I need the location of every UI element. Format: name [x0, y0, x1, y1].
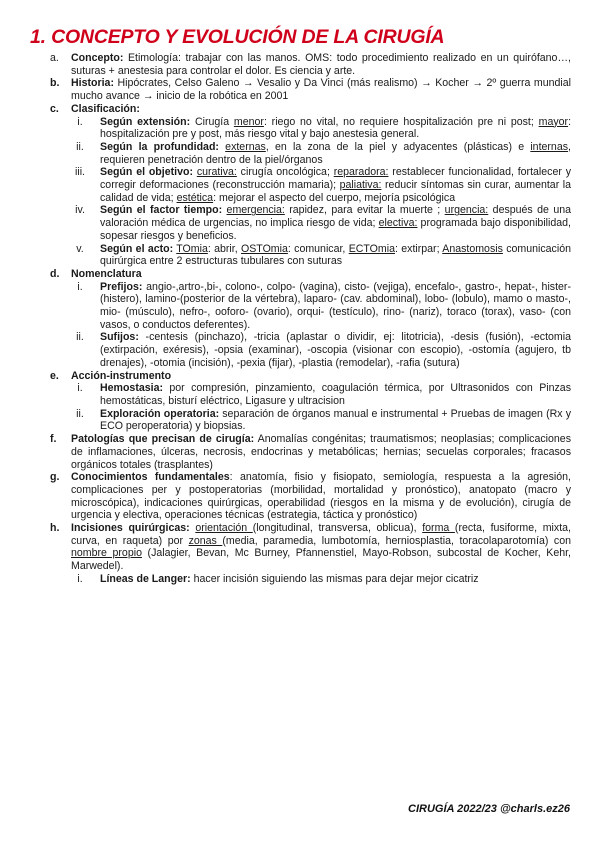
- item-patologias: [30, 433, 571, 471]
- item-marker: h.: [50, 522, 60, 535]
- item-text: (longitudinal, transversa, oblicua),: [252, 522, 423, 535]
- subitem-text: restablecer funcionalidad, fortalecer y corregir deformaciones (reconstrucción mamaria);: [100, 166, 571, 192]
- item-concepto: [30, 52, 571, 77]
- subitem-marker: ii.: [76, 331, 84, 344]
- underlined-term: mayor: [538, 115, 569, 128]
- item-text: Etimología: trabajar con las manos. OMS: todo procedimiento realizado en un quirófano…, suturas + anestesia para controlar el dolor. Es ciencia y arte.: [71, 52, 571, 77]
- underlined-term: paliativa:: [339, 179, 382, 192]
- subitem-extension: [30, 116, 571, 141]
- subitem-text: cirugía oncológica;: [236, 166, 334, 179]
- underlined-term: internas: [530, 140, 569, 153]
- subitem-marker: v.: [76, 242, 84, 255]
- item-label: Clasificación:: [71, 102, 140, 115]
- subitem-text: , en la zona de la piel y adyacentes (plásticas) e: [265, 140, 531, 153]
- subitem-prefijos: [30, 281, 571, 332]
- subitem-marker: iv.: [75, 204, 85, 217]
- subitem-label: Hemostasia:: [100, 382, 163, 395]
- item-marker: a.: [50, 52, 59, 64]
- subitem-marker: ii.: [76, 407, 84, 420]
- item-label: Nomenclatura: [71, 267, 142, 280]
- item-text: (Jalagier, Bevan, Mc Burney, Pfannenstiel, Mayo-Robson, subcostal de Kocher, Kehr, Marwedel).: [71, 547, 571, 573]
- subitem-text: separación de órganos manual e instrumental + Pruebas de imagen (Rx y ECO peroperatoria) y biopsias.: [100, 407, 571, 433]
- subitem-text: : riego no vital, no requiere hospitalización pre ni post;: [263, 115, 539, 128]
- underlined-term: orientación: [195, 522, 253, 535]
- subitem-text: : mejorar el aspecto del cuerpo, mejoría psicológica: [213, 191, 456, 204]
- subitem-text: reducir síntomas sin curar, aumentar la calidad de vida;: [100, 179, 571, 204]
- subitem-label: Exploración operatoria:: [100, 407, 220, 420]
- subitem-label: Según extensión:: [100, 115, 191, 128]
- subitem-text: rapidez, para evitar la muerte ;: [284, 204, 445, 217]
- item-historia: [30, 77, 571, 102]
- underlined-term: electiva:: [378, 217, 418, 230]
- item-marker: f.: [50, 433, 57, 446]
- subitem-text: después de una valoración médica de urgencias, no implica riesgo de vida;: [100, 204, 572, 230]
- underlined-term: estética: [176, 191, 214, 204]
- item-label: Historia:: [71, 77, 114, 90]
- item-nomenclatura: [30, 268, 571, 281]
- subitem-text: hacer incisión siguiendo las mismas para dejar mejor cicatriz: [190, 572, 479, 585]
- subitem-text: -centesis (pinchazo), -tricia (aplastar o dividir, ej: litotricia), -desis (fusión), -ectomia (extirpación, exéresis), -opsia (examinar), -oscopia (visionar con escopio), -ostomía (agujero, tb drenajes), -otomia (incisión), -pexia (fijar), -plastia (remodelar), -rafia (sutura): [100, 331, 571, 369]
- subitem-text: programada bajo disponibilidad, sopesar riesgos y beneficios.: [100, 217, 572, 242]
- subitem-langer: [30, 573, 571, 586]
- item-text: (recta, fusiforme, mixta, curva, en raqueta) por: [71, 522, 571, 547]
- underlined-term: ECTOmia: [348, 242, 395, 255]
- subitem-profundidad: [30, 141, 571, 166]
- subitem-hemostasia: [30, 382, 571, 407]
- subitem-label: Prefijos:: [100, 280, 143, 293]
- underlined-term: emergencia:: [226, 204, 285, 217]
- subitem-text: : extirpar;: [395, 242, 443, 255]
- underlined-term: menor: [233, 115, 264, 128]
- item-text: : anatomía, fisio y fisiopato, semiología, respuesta a la agresión, complicaciones per y postoperatorias (morbilidad, mortalidad y pronóstico), anatopato (macro y microscópica), indicaciones quirúrgicas, operabilidad (riesgos en la misma y de evolución), cirugía de urgencia y electiva, operaciones técnicas (estrategia, táctica y pronóstico): [71, 471, 571, 522]
- item-text: Hipócrates, Celso Galeno → Vesalio y Da Vinci (más realismo) → Kocher → 2º guerra mundial mucho avance → inicio de la robótica en 2001: [71, 77, 571, 103]
- subitem-text: , requieren penetración dentro de la piel/órganos: [100, 140, 571, 166]
- subitem-text: : abrir,: [207, 242, 241, 255]
- item-label: Acción-instrumento: [71, 369, 172, 382]
- subitem-text: comunicación quirúrgica entre 2 estructuras tubulares con suturas: [100, 242, 571, 268]
- item-label: Patologías que precisan de cirugía:: [71, 433, 255, 446]
- item-marker: b.: [50, 77, 60, 90]
- item-text: (media, paramedia, lumbotomía, herniosplastia, toracolaparotomía) con: [222, 534, 571, 547]
- subitem-marker: i.: [77, 572, 83, 585]
- subitem-label: Según el factor tiempo:: [100, 204, 223, 217]
- subitem-label: Según la profundidad:: [100, 140, 219, 153]
- subitem-exploracion: [30, 408, 571, 433]
- underlined-term: forma: [422, 522, 455, 535]
- document-body: [30, 52, 571, 586]
- subitem-text: por compresión, pinzamiento, coagulación térmica, por Ultrasonidos con Pinzas hemostáticas, bisturí eléctrico, Ligasure y ultracision: [100, 382, 571, 407]
- item-marker: g.: [50, 471, 60, 484]
- subitem-marker: i.: [77, 382, 83, 395]
- subitem-label: Sufijos:: [100, 331, 139, 344]
- subitem-marker: i.: [77, 115, 83, 128]
- subitem-label: Según el objetivo:: [100, 166, 193, 179]
- underlined-term: zonas: [188, 534, 223, 547]
- item-marker: d.: [50, 267, 60, 280]
- item-label: Incisiones quirúrgicas:: [71, 522, 190, 535]
- underlined-term: reparadora:: [333, 166, 389, 179]
- underlined-term: Anastomosis: [442, 242, 503, 255]
- item-label: Conocimientos fundamentales: [71, 471, 230, 484]
- subitem-marker: ii.: [76, 140, 84, 153]
- item-conocimientos: [30, 471, 571, 522]
- subitem-text: Cirugía: [190, 115, 234, 128]
- subitem-acto: [30, 243, 571, 268]
- underlined-term: nombre propio: [71, 547, 142, 560]
- underlined-term: OSTOmia: [240, 242, 288, 255]
- subitem-objetivo: [30, 166, 571, 204]
- page-title: 1. CONCEPTO Y EVOLUCIÓN DE LA CIRUGÍA: [30, 26, 445, 48]
- subitem-label: Según el acto:: [100, 242, 174, 255]
- item-accion-instrumento: [30, 370, 571, 383]
- subitem-text: angio-,artro-,bi-, colono-, colpo- (vagina), cisto- (vejiga), encefalo-, gastro-, hepat-, hister-(histero), lamino-(posterior de la vértebra), laparo- (cav. abdominal), lobo- (lobulo), mamo o masto-, mio- (músculo), nefro-, ooforo- (ovario), orqui- (testículo), rino- (nariz), toraco (torax), vaso- (con vasos, o conductos deferentes).: [100, 280, 571, 331]
- subitem-marker: iii.: [74, 166, 85, 179]
- subitem-sufijos: [30, 331, 571, 369]
- subitem-text: : comunicar,: [287, 242, 349, 255]
- underlined-term: curativa:: [196, 166, 237, 179]
- item-clasificacion: [30, 103, 571, 116]
- page-footer: CIRUGÍA 2022/23 @charls.ez26: [408, 803, 570, 815]
- underlined-term: TOmia: [176, 242, 208, 255]
- item-incisiones: [30, 522, 571, 573]
- item-marker: e.: [50, 369, 59, 382]
- subitem-marker: i.: [77, 280, 83, 293]
- underlined-term: urgencia:: [444, 204, 489, 217]
- subitem-label: Líneas de Langer:: [100, 572, 191, 585]
- subitem-tiempo: [30, 204, 571, 242]
- item-label: Concepto:: [71, 52, 124, 64]
- underlined-term: externas: [225, 140, 266, 153]
- item-text: Anomalías congénitas; traumatismos; neoplasias; complicaciones de inflamaciones, úlceras, necrosis, endocrinas y metabólicas; hernias; secuelas corporales; fracasos orgánicos totales (trasplantes): [71, 433, 571, 471]
- subitem-text: : hospitalización pre y post, más riesgo vital y bajo anestesia general.: [100, 115, 572, 141]
- item-marker: c.: [50, 102, 59, 115]
